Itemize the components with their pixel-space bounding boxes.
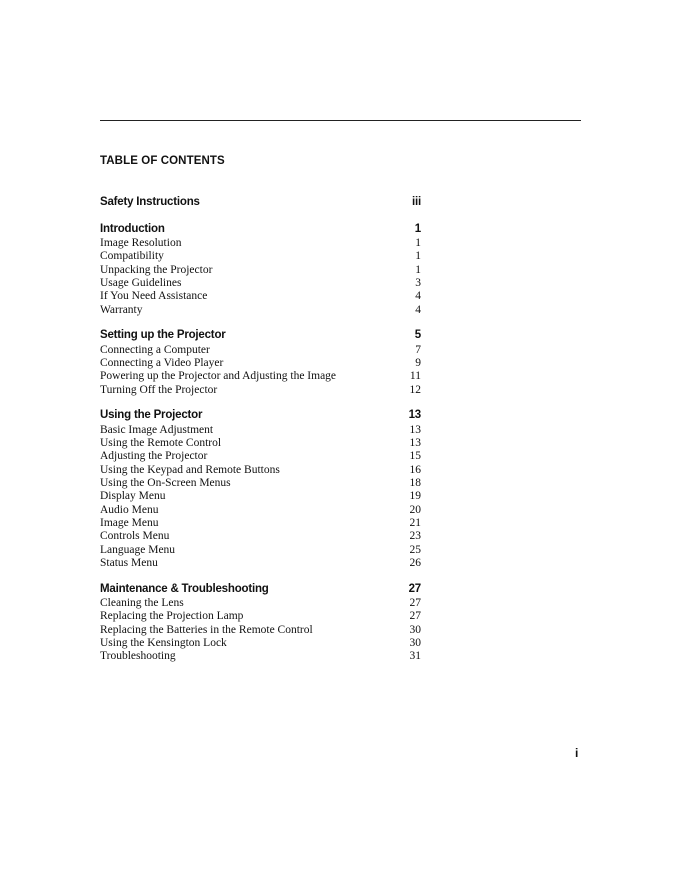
toc-entry xyxy=(100,424,421,437)
header-rule xyxy=(100,120,581,121)
toc-entry-page: 13 xyxy=(409,424,421,436)
toc-entry xyxy=(100,557,421,570)
toc-entry-label: If You Need Assistance xyxy=(100,290,208,302)
toc-entry-page: 13 xyxy=(408,409,421,421)
toc-entry-label: Introduction xyxy=(100,223,165,235)
toc-entry xyxy=(100,344,421,357)
toc-entry-label: Replacing the Batteries in the Remote Control xyxy=(100,624,313,636)
toc-entry xyxy=(100,637,421,650)
toc-entry-page: 27 xyxy=(409,610,421,622)
toc-entry-page: 20 xyxy=(409,504,421,516)
toc-entry-page: iii xyxy=(412,196,421,208)
toc-entry xyxy=(100,250,421,263)
toc-entry-page: 15 xyxy=(409,450,421,462)
toc-entry-page: 1 xyxy=(415,250,421,262)
toc-entry xyxy=(100,477,421,490)
toc-entry-label: Warranty xyxy=(100,304,143,316)
toc-entry-page: 26 xyxy=(409,557,421,569)
toc-entry-label: Basic Image Adjustment xyxy=(100,424,214,436)
toc-section-heading xyxy=(100,223,421,236)
page-title: TABLE OF CONTENTS xyxy=(100,155,225,167)
toc-section-heading xyxy=(100,583,421,596)
toc-entry xyxy=(100,464,421,477)
toc-entry-label: Controls Menu xyxy=(100,530,170,542)
toc-entry-page: 11 xyxy=(409,370,421,382)
toc-entry-label: Unpacking the Projector xyxy=(100,264,213,276)
toc-entry xyxy=(100,370,421,383)
toc-entry-page: 12 xyxy=(409,384,421,396)
toc-entry-page: 4 xyxy=(415,290,421,302)
toc-entry-label: Powering up the Projector and Adjusting the Image xyxy=(100,370,337,382)
toc-entry xyxy=(100,544,421,557)
toc-entry-label: Maintenance & Troubleshooting xyxy=(100,583,269,595)
toc-entry-label: Using the Keypad and Remote Buttons xyxy=(100,464,280,476)
toc-entry-label: Language Menu xyxy=(100,544,176,556)
toc-entry xyxy=(100,650,421,663)
toc-entry-page: 27 xyxy=(409,597,421,609)
toc-entry-page: 30 xyxy=(409,624,421,636)
toc-entry-page: 9 xyxy=(415,357,421,369)
toc-entry xyxy=(100,530,421,543)
toc-entry-label: Using the Kensington Lock xyxy=(100,637,227,649)
toc-entry-page: 1 xyxy=(415,264,421,276)
toc-entry-page: 21 xyxy=(409,517,421,529)
toc-entry xyxy=(100,450,421,463)
toc-entry xyxy=(100,490,421,503)
toc-entry-label: Using the On-Screen Menus xyxy=(100,477,231,489)
toc-entry-label: Troubleshooting xyxy=(100,650,176,662)
toc-entry-page: 1 xyxy=(415,237,421,249)
toc-entry xyxy=(100,304,421,317)
toc-entry-page: 18 xyxy=(409,477,421,489)
toc-section-heading xyxy=(100,329,421,342)
toc-entry-label: Display Menu xyxy=(100,490,166,502)
toc-entry-label: Connecting a Video Player xyxy=(100,357,224,369)
toc-entry-page: 1 xyxy=(414,223,421,235)
toc-section-heading xyxy=(100,196,421,209)
toc-entry xyxy=(100,277,421,290)
toc-entry-label: Status Menu xyxy=(100,557,158,569)
page-number: i xyxy=(575,746,579,760)
toc-entry-page: 5 xyxy=(414,329,421,341)
toc-entry xyxy=(100,624,421,637)
toc-section-heading xyxy=(100,409,421,422)
toc-entry xyxy=(100,597,421,610)
toc-entry xyxy=(100,610,421,623)
toc-entry-page: 16 xyxy=(409,464,421,476)
toc-entry-label: Compatibility xyxy=(100,250,164,262)
toc-entry-page: 13 xyxy=(409,437,421,449)
toc-entry xyxy=(100,264,421,277)
toc-entry-label: Usage Guidelines xyxy=(100,277,182,289)
toc-entry-label: Connecting a Computer xyxy=(100,344,210,356)
toc-entry-page: 31 xyxy=(409,650,421,662)
toc-entry xyxy=(100,517,421,530)
toc-entry-page: 4 xyxy=(415,304,421,316)
toc-entry xyxy=(100,504,421,517)
toc-entry xyxy=(100,357,421,370)
toc-entry-label: Turning Off the Projector xyxy=(100,384,218,396)
toc-entry-label: Using the Projector xyxy=(100,409,203,421)
toc-entry xyxy=(100,437,421,450)
toc-entry xyxy=(100,290,421,303)
toc-entry-label: Replacing the Projection Lamp xyxy=(100,610,244,622)
toc-entry-page: 19 xyxy=(409,490,421,502)
toc-entry-page: 7 xyxy=(415,344,421,356)
toc-entry-page: 23 xyxy=(409,530,421,542)
toc-entry-label: Cleaning the Lens xyxy=(100,597,184,609)
toc-entry-label: Safety Instructions xyxy=(100,196,200,208)
toc-entry-label: Image Resolution xyxy=(100,237,182,249)
toc-entry-page: 3 xyxy=(415,277,421,289)
toc-entry-label: Image Menu xyxy=(100,517,159,529)
toc-entry-page: 27 xyxy=(408,583,421,595)
toc-entry-label: Adjusting the Projector xyxy=(100,450,208,462)
toc-entry-label: Using the Remote Control xyxy=(100,437,222,449)
toc-entry xyxy=(100,384,421,397)
toc-entry xyxy=(100,237,421,250)
toc-entry-page: 25 xyxy=(409,544,421,556)
toc-entry-label: Setting up the Projector xyxy=(100,329,226,341)
toc-entry-page: 30 xyxy=(409,637,421,649)
toc-entry-label: Audio Menu xyxy=(100,504,159,516)
